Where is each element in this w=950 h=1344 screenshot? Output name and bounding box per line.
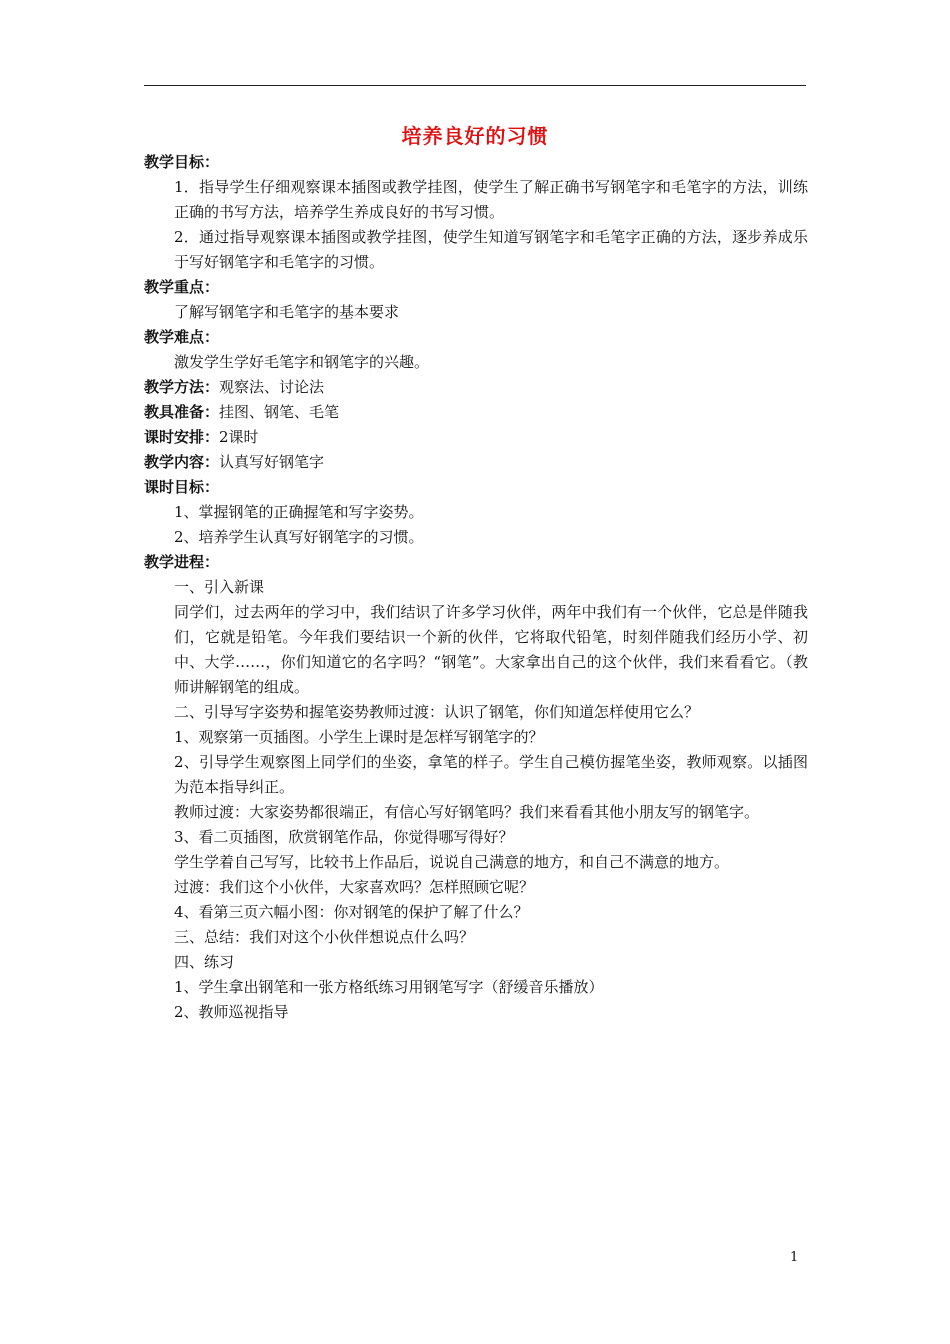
lesson-goal-item-1: 1、掌握钢笔的正确握笔和写字姿势。 — [174, 503, 424, 521]
objective-item-1: 1．指导学生仔细观察课本插图或教学挂图，使学生了解正确书写钢笔字和毛笔字的方法，训练正确的书写方法，培养学生养成良好的书写习惯。 — [174, 178, 808, 221]
objective-item-2: 2．通过指导观察课本插图或教学挂图，使学生知道写钢笔字和毛笔字正确的方法，逐步养成乐于写好钢笔字和毛笔字的习惯。 — [174, 228, 808, 271]
process-heading: 教学进程： — [144, 553, 220, 571]
document-title: 培养良好的习惯 — [401, 124, 549, 148]
key-points-heading: 教学重点： — [144, 278, 220, 296]
schedule-line — [144, 425, 808, 450]
document-body — [144, 150, 808, 1025]
process-paragraph: 1、观察第一页插图。小学生上课时是怎样写钢笔字的？ — [174, 728, 544, 746]
lesson-goals-heading: 课时目标： — [144, 478, 220, 496]
content-heading: 教学内容： — [144, 453, 220, 471]
tools-heading: 教具准备： — [144, 403, 220, 421]
schedule-heading: 课时安排： — [144, 428, 220, 446]
process-paragraph: 过渡：我们这个小伙伴，大家喜欢吗？怎样照顾它呢？ — [174, 878, 535, 896]
process-paragraph: 学生学着自己写写，比较书上作品后，说说自己满意的地方，和自己不满意的地方。 — [174, 853, 730, 871]
header-rule — [144, 85, 806, 86]
content-text: 认真写好钢笔字 — [219, 453, 325, 471]
difficulties-text: 激发学生学好毛笔字和钢笔字的兴趣。 — [174, 353, 430, 371]
page-number: 1 — [790, 1250, 799, 1265]
method-text: 观察法、讨论法 — [219, 378, 325, 396]
difficulties-heading: 教学难点： — [144, 328, 220, 346]
process-paragraph: 三、总结：我们对这个小伙伴想说点什么吗？ — [174, 928, 475, 946]
schedule-text: 2课时 — [219, 428, 259, 446]
content-line — [144, 450, 808, 475]
process-paragraph: 一、引入新课 — [174, 578, 265, 596]
tools-line — [144, 400, 808, 425]
lesson-goal-item-2: 2、培养学生认真写好钢笔字的习惯。 — [174, 528, 424, 546]
process-paragraph: 4、看第三页六幅小图：你对钢笔的保护了解了什么？ — [174, 903, 529, 921]
process-paragraph: 2、教师巡视指导 — [174, 1003, 289, 1021]
process-paragraph: 教师过渡：大家姿势都很端正，有信心写好钢笔吗？我们来看看其他小朋友写的钢笔字。 — [174, 803, 760, 821]
process-paragraph: 3、看二页插图，欣赏钢笔作品，你觉得哪写得好？ — [174, 828, 514, 846]
process-paragraph: 1、学生拿出钢笔和一张方格纸练习用钢笔写字（舒缓音乐播放） — [174, 978, 604, 996]
key-points-text: 了解写钢笔字和毛笔字的基本要求 — [174, 303, 400, 321]
tools-text: 挂图、钢笔、毛笔 — [219, 403, 340, 421]
process-paragraph: 二、引导写字姿势和握笔姿势教师过渡：认识了钢笔，你们知道怎样使用它么？ — [174, 703, 700, 721]
method-line — [144, 375, 808, 400]
process-paragraph: 2、引导学生观察图上同学们的坐姿，拿笔的样子。学生自己模仿握笔坐姿，教师观察。以插图为范本指导纠正。 — [174, 753, 808, 796]
objectives-heading: 教学目标： — [144, 153, 220, 171]
process-paragraph: 同学们，过去两年的学习中，我们结识了许多学习伙伴，两年中我们有一个伙伴，它总是伴随我们，它就是铅笔。今年我们要结识一个新的伙伴，它将取代铅笔，时刻伴随我们经历小学、初中、大学……，你们知道它的名字吗？“钢笔”。大家拿出自己的这个伙伴，我们来看看它。（教师讲解钢笔的组成。 — [174, 603, 808, 696]
process-paragraph: 四、练习 — [174, 953, 235, 971]
method-heading: 教学方法： — [144, 378, 220, 396]
